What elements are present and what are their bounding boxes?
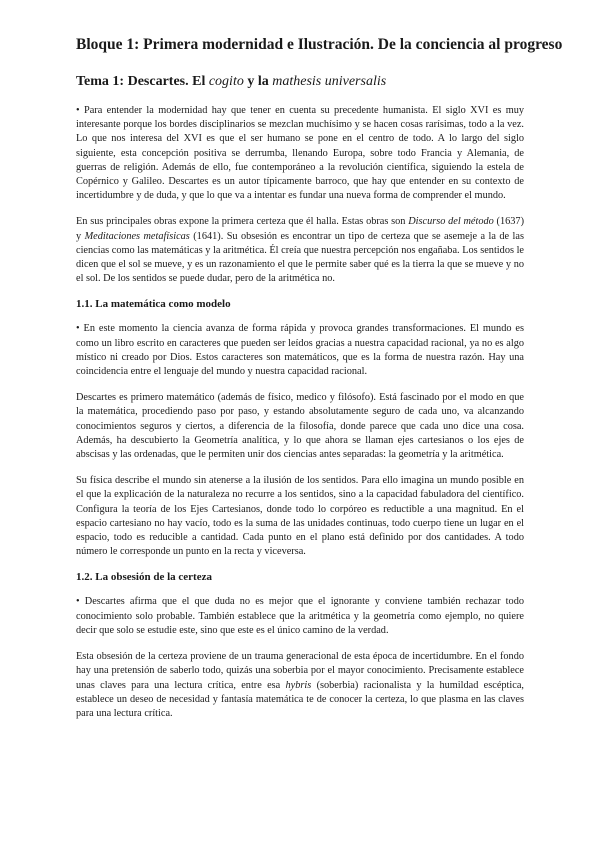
works-text-a: En sus principales obras expone la primera certeza que él halla. Estas obras son [76, 216, 409, 228]
tema-prefix: Tema 1: Descartes. El [76, 74, 209, 89]
document-title: Bloque 1: Primera modernidad e Ilustración. De la conciencia al progreso [76, 36, 563, 53]
works-text-c: (1637) y [76, 216, 525, 242]
tema-cogito: cogito [208, 74, 244, 89]
works-discurso: Discurso del método [408, 216, 494, 228]
tema-heading [76, 74, 524, 90]
works-text-e: (1641). Su obsesión es encontrar un tipo de certeza que se asemeje a la de las ciencias como las matemáticas y la aritmética. Él creía que nuestra percepción nos engañaba. Los sentidos le dicen que el sol se mueve, y es un razonamiento el que le permite saber qué es la tierra la que se mueve y no el sol. De los sentidos se puede dudar, pero de la aritmética no. [76, 230, 524, 285]
obsession-text-a: Esta obsesión de la certeza proviene de un trauma generacional de esta época de incertidumbre. En el fondo hay una pretensión de saberlo todo, quizás una soberbia por el mayor conocimiento. Precisamente establece unas claves para una lectura crítica, entre esa [76, 651, 524, 691]
paragraph-doubt: • Descartes afirma que el que duda no es mejor que el ignorante y conviene también rechazar todo conocimiento solo probable. También establece que la aritmética y la geometría como ejemplo, no quiere decir que solo se estudie este, sino que este es el único camino de la verdad. [76, 596, 524, 636]
obsession-text-c: (soberbia) racionalista y la humildad escéptica, establece un deseo de necesidad y fantasía matemática te de conocer la certeza, lo que plasma en las claves para una lectura crítica. [76, 679, 524, 719]
paragraph-physics: Su física describe el mundo sin atenerse a la ilusión de los sentidos. Para ello imagina un mundo posible en el que la explicación de la naturaleza no recurre a los sentidos, sino a la capacidad fabuladora del científico. Configura la teoría de los Ejes Cartesianos, donde todo lo corpóreo es reductible a una magnitud. En el espacio cartesiano no hay vacío, todo es la suma de las unidades continuas, todo cuerpo tiene un lugar en el espacio, todo es reducible a cantidad. Cada punto en el plano está definido por dos cantidades. A todo número le corresponde un punto en la recta y viceversa. [76, 475, 524, 558]
section-heading-1-2: 1.2. La obsesión de la certeza [76, 571, 212, 584]
paragraph-humanism: • Para entender la modernidad hay que tener en cuenta su precedente humanista. El siglo XVI es muy interesante porque los bordes disciplinarios se mezclan muchísimo y se hacen cosas rarísimas, todo a la vez. Lo que nos interesa del XVI es que el ser humano se pone en el centro de todo. A lo largo del siglo siguiente, esta concepción positiva se derrumba, llenando Europa, sobre todo Francia y Alemania, de guerras de religión. Además de ello, fue contemporáneo a la revolución científica, siguiendo la estela de Copérnico y Galileo. Descartes es un autor típicamente barroco, que hay que entender en su contexto de incertidumbre y de duda, y que lo que va a intentar es fundar una nueva forma de comprender el mundo. [76, 105, 524, 202]
paragraph-works [76, 215, 524, 286]
tema-mathesis: mathesis universalis [272, 74, 387, 89]
tema-mid: y la [243, 74, 273, 89]
paragraph-obsession [76, 650, 524, 721]
section-heading-1-1: 1.1. La matemática como modelo [76, 298, 231, 311]
paragraph-science: • En este momento la ciencia avanza de forma rápida y provoca grandes transformaciones. El mundo es como un libro escrito en caracteres que pueden ser leídos gracias a nuestra capacidad racional, ya no es algo místico ni creado por Dios. Estos caracteres son matemáticos, que es la forma de nuestra razón. Hay una coincidencia entre el lenguaje del mundo y nuestra capacidad racional. [76, 323, 524, 378]
works-meditaciones: Meditaciones metafísicas [84, 230, 190, 242]
obsession-hybris: hybris [285, 679, 312, 691]
paragraph-mathematician: Descartes es primero matemático (además de físico, medico y filósofo). Está fascinado por el modo en que la matemática, procediendo paso por paso, y estando absolutamente seguro de cada uno, va alcanzando conocimientos seguros y ciertos, a diferencia de la filosofía, donde parece que cada uno dice una cosa. Además, ha descubierto la Geometría analítica, y lo que ahora se llaman ejes cartesianos o los ejes de abscisas y las ordenadas, que le permiten unir dos ciencias antes separadas: la geometría y la aritmética. [76, 392, 524, 461]
